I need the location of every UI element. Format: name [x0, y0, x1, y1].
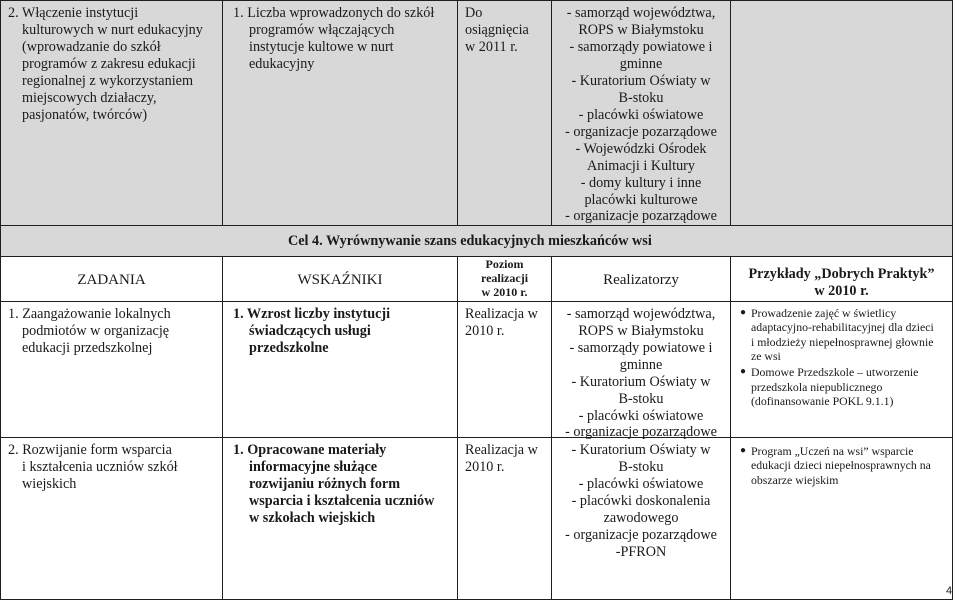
row2-task-line: 2. Rozwijanie form wsparcia — [8, 442, 172, 458]
row1-practice-1-line: ze wsi — [751, 349, 781, 363]
col-divider-4 — [730, 256, 731, 600]
bullet-icon: ● — [740, 445, 747, 456]
row1-practice-1-line: adaptacyjno-rehabilitacyjnej dla dzieci — [751, 320, 934, 334]
goal-heading: Cel 4. Wyrównywanie szans edukacyjnych mieszkańców wsi — [288, 233, 652, 249]
top-implementers-line: Animacji i Kultury — [587, 158, 695, 174]
rule-below-top-row — [0, 225, 953, 226]
row2-task-line: wiejskich — [22, 476, 77, 492]
row1-task-line: podmiotów w organizację — [22, 323, 170, 339]
row2-indicator-line: informacyjne służące — [249, 459, 378, 475]
header-level-line: realizacji — [480, 271, 529, 285]
row1-implementers-line: gminne — [619, 357, 663, 373]
top-indicator-line: 1. Liczba wprowadzonych do szkół — [233, 5, 435, 21]
row1-indicator-line: 1. Wzrost liczby instytucji — [233, 306, 391, 322]
rule-below-headers — [0, 301, 953, 302]
table-border-right — [952, 0, 953, 600]
col-divider-1-top — [222, 0, 223, 226]
top-level-line: w 2011 r. — [465, 39, 518, 55]
top-implementers-line: - domy kultury i inne — [580, 175, 702, 191]
top-indicator-line: programów włączających — [249, 22, 395, 38]
row2-indicator-line: wsparcia i kształcenia uczniów — [249, 493, 435, 509]
row1-implementers-line: B-stoku — [618, 391, 664, 407]
row2-practice-1-line: edukacji dzieci niepełnosprawnych na — [751, 458, 931, 472]
top-implementers-line: - Wojewódzki Ośrodek — [575, 141, 707, 157]
top-implementers-line: ROPS w Białymstoku — [578, 22, 704, 38]
table-border-bottom — [0, 599, 953, 600]
row2-indicator-line: 1. Opracowane materiały — [233, 442, 387, 458]
row1-level-line: Realizacja w — [465, 306, 538, 322]
row2-implementers-line: zawodowego — [603, 510, 679, 526]
top-indicator-line: edukacyjny — [249, 56, 315, 72]
row1-practice-2-line: Domowe Przedszkole – utworzenie — [751, 365, 919, 379]
top-implementers-line: - Kuratorium Oświaty w — [571, 73, 711, 89]
row2-indicator-line: w szkołach wiejskich — [249, 510, 376, 526]
table-border-top — [0, 0, 953, 1]
top-task-line: miejscowych działaczy, — [22, 90, 157, 106]
top-task-line: (wprowadzanie do szkół — [22, 39, 161, 55]
row1-implementers-line: - Kuratorium Oświaty w — [571, 374, 711, 390]
row2-level-line: Realizacja w — [465, 442, 538, 458]
row1-implementers-line: - samorząd województwa, — [566, 306, 716, 322]
header-practices-line: Przykłady „Dobrych Praktyk” — [748, 266, 935, 282]
header-practices-line: w 2010 r. — [814, 283, 869, 299]
bullet-icon: ● — [740, 307, 747, 318]
row1-task-line: edukacji przedszkolnej — [22, 340, 153, 356]
row1-implementers-line: - samorządy powiatowe i — [569, 340, 713, 356]
row2-implementers-line: -PFRON — [615, 544, 667, 560]
row2-practice-1-line: Program „Uczeń na wsi” wsparcie — [751, 444, 914, 458]
rule-between-rows — [0, 437, 953, 438]
row1-implementers-line: ROPS w Białymstoku — [578, 323, 704, 339]
top-implementers-line: - placówki oświatowe — [578, 107, 704, 123]
row1-indicator-line: świadczących usługi — [249, 323, 371, 339]
page-number: 4 — [946, 585, 953, 597]
row1-implementers-line: - placówki oświatowe — [578, 408, 704, 424]
col-divider-1 — [222, 256, 223, 600]
row1-practice-2-line: (dofinansowanie POKL 9.1.1) — [751, 394, 894, 408]
top-level-line: osiągnięcia — [465, 22, 529, 38]
col-divider-4-top — [730, 0, 731, 226]
row1-practice-1-line: Prowadzenie zajęć w świetlicy — [751, 306, 897, 320]
top-indicator-line: instytucje kultowe w nurt — [249, 39, 394, 55]
row1-indicator-line: przedszkolne — [249, 340, 329, 356]
col-divider-2-top — [457, 0, 458, 226]
row1-implementers-line: - organizacje pozarządowe — [565, 424, 717, 440]
row2-implementers-line: - organizacje pozarządowe — [565, 527, 717, 543]
row1-practice-1-line: i młodzieży niepełnosprawnej głownie — [751, 335, 934, 349]
top-task-line: kulturowych w nurt edukacyjny — [22, 22, 203, 38]
row1-task-line: 1. Zaangażowanie lokalnych — [8, 306, 171, 322]
row1-practice-2-line: przedszkola niepublicznego — [751, 380, 883, 394]
top-implementers-line: gminne — [619, 56, 663, 72]
bullet-icon: ● — [740, 366, 747, 377]
row2-implementers-line: - Kuratorium Oświaty w — [571, 442, 711, 458]
top-implementers-line: B-stoku — [618, 90, 664, 106]
header-implementers: Realizatorzy — [603, 272, 679, 288]
top-task-line: programów z zakresu edukacji — [22, 56, 196, 72]
top-level-line: Do — [465, 5, 483, 21]
header-level-line: w 2010 r. — [481, 285, 528, 299]
row2-implementers-line: - placówki doskonalenia — [571, 493, 711, 509]
table-border-left — [0, 0, 1, 600]
top-task-line: regionalnej z wykorzystaniem — [22, 73, 193, 89]
row2-implementers-line: B-stoku — [618, 459, 664, 475]
top-implementers-line: - organizacje pozarządowe — [565, 124, 717, 140]
header-level-line: Poziom — [485, 257, 524, 271]
top-task-line: pasjonatów, twórców) — [22, 107, 148, 123]
top-implementers-line: - organizacje pozarządowe — [565, 208, 717, 224]
top-implementers-line: - samorząd województwa, — [566, 5, 716, 21]
row2-task-line: i kształcenia uczniów szkół — [22, 459, 178, 475]
top-implementers-line: placówki kulturowe — [584, 192, 698, 208]
row2-indicator-line: rozwijaniu różnych form — [249, 476, 401, 492]
row2-level-line: 2010 r. — [465, 459, 505, 475]
top-implementers-line: - samorządy powiatowe i — [569, 39, 713, 55]
header-tasks: ZADANIA — [77, 272, 146, 288]
top-task-line: 2. Włączenie instytucji — [8, 5, 139, 21]
row2-practice-1-line: obszarze wiejskim — [751, 473, 839, 487]
col-divider-2 — [457, 256, 458, 600]
header-indicators: WSKAŹNIKI — [297, 272, 383, 288]
row1-level-line: 2010 r. — [465, 323, 505, 339]
row2-implementers-line: - placówki oświatowe — [578, 476, 704, 492]
